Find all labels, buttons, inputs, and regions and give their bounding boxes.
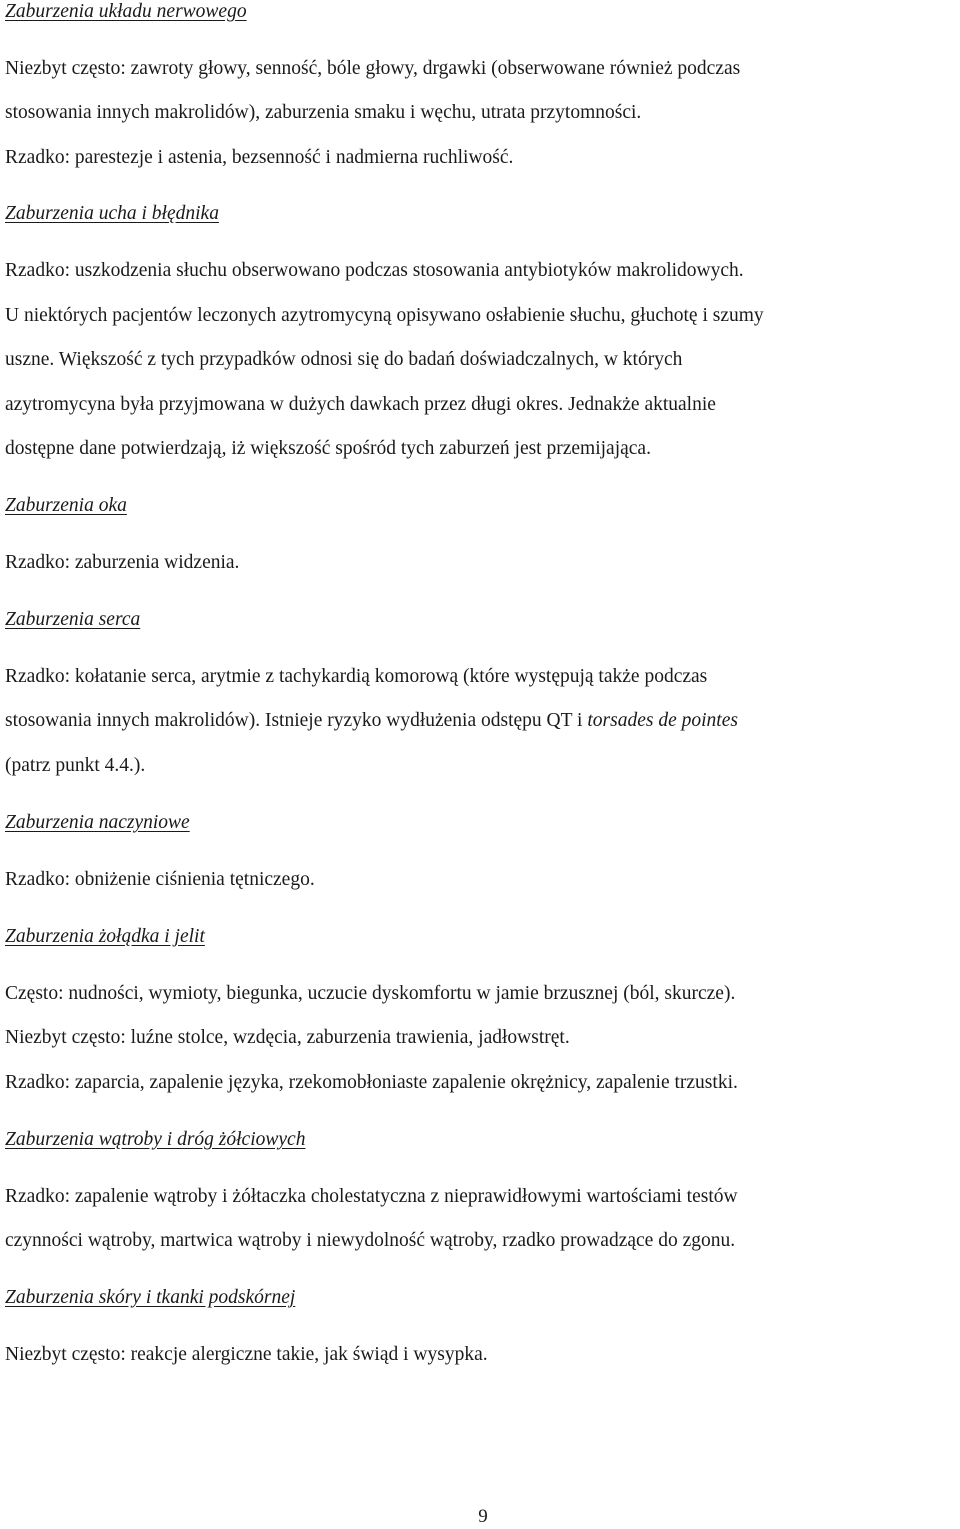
section-heading: Zaburzenia ucha i błędnika <box>5 203 219 224</box>
italic-term: torsades de pointes <box>587 710 738 731</box>
body-line <box>5 709 738 733</box>
body-line: Rzadko: obniżenie ciśnienia tętniczego. <box>5 869 315 890</box>
section-heading: Zaburzenia wątroby i dróg żółciowych <box>5 1129 306 1150</box>
body-line: uszne. Większość z tych przypadków odnosi się do badań doświadczalnych, w których <box>5 349 683 370</box>
body-line: Rzadko: zapalenie wątroby i żółtaczka cholestatyczna z nieprawidłowymi wartościami testów <box>5 1186 738 1207</box>
body-line: Rzadko: parestezje i astenia, bezsenność i nadmierna ruchliwość. <box>5 147 514 168</box>
body-line: Rzadko: zaburzenia widzenia. <box>5 552 240 573</box>
body-line: Często: nudności, wymioty, biegunka, uczucie dyskomfortu w jamie brzusznej (ból, skurcze). <box>5 983 736 1004</box>
body-line: U niektórych pacjentów leczonych azytromycyną opisywano osłabienie słuchu, głuchotę i szumy <box>5 305 764 326</box>
page-number: 9 <box>478 1506 488 1527</box>
section-heading: Zaburzenia układu nerwowego <box>5 1 247 22</box>
body-line: azytromycyna była przyjmowana w dużych dawkach przez długi okres. Jednakże aktualnie <box>5 394 716 415</box>
section-heading: Zaburzenia żołądka i jelit <box>5 926 205 947</box>
body-line: Niezbyt często: reakcje alergiczne takie, jak świąd i wysypka. <box>5 1344 488 1365</box>
section-heading: Zaburzenia skóry i tkanki podskórnej <box>5 1287 296 1308</box>
section-heading: Zaburzenia naczyniowe <box>5 812 190 833</box>
body-line: Niezbyt często: luźne stolce, wzdęcia, zaburzenia trawienia, jadłowstręt. <box>5 1027 570 1048</box>
section-heading: Zaburzenia serca <box>5 609 141 630</box>
body-line: (patrz punkt 4.4.). <box>5 755 146 776</box>
body-line: dostępne dane potwierdzają, iż większość spośród tych zaburzeń jest przemijająca. <box>5 438 651 459</box>
body-line: czynności wątroby, martwica wątroby i niewydolność wątroby, rzadko prowadzące do zgonu. <box>5 1230 736 1251</box>
body-line: Rzadko: zaparcia, zapalenie języka, rzekomobłoniaste zapalenie okrężnicy, zapalenie trzustki. <box>5 1072 738 1093</box>
body-line: stosowania innych makrolidów), zaburzenia smaku i węchu, utrata przytomności. <box>5 102 642 123</box>
body-line: Rzadko: kołatanie serca, arytmie z tachykardią komorową (które występują także podczas <box>5 666 708 687</box>
body-line: Rzadko: uszkodzenia słuchu obserwowano podczas stosowania antybiotyków makrolidowych. <box>5 260 744 281</box>
section-heading: Zaburzenia oka <box>5 495 127 516</box>
body-line-text: stosowania innych makrolidów). Istnieje ryzyko wydłużenia odstępu QT i <box>5 710 588 731</box>
body-line: Niezbyt często: zawroty głowy, senność, bóle głowy, drgawki (obserwowane również podczas <box>5 58 741 79</box>
